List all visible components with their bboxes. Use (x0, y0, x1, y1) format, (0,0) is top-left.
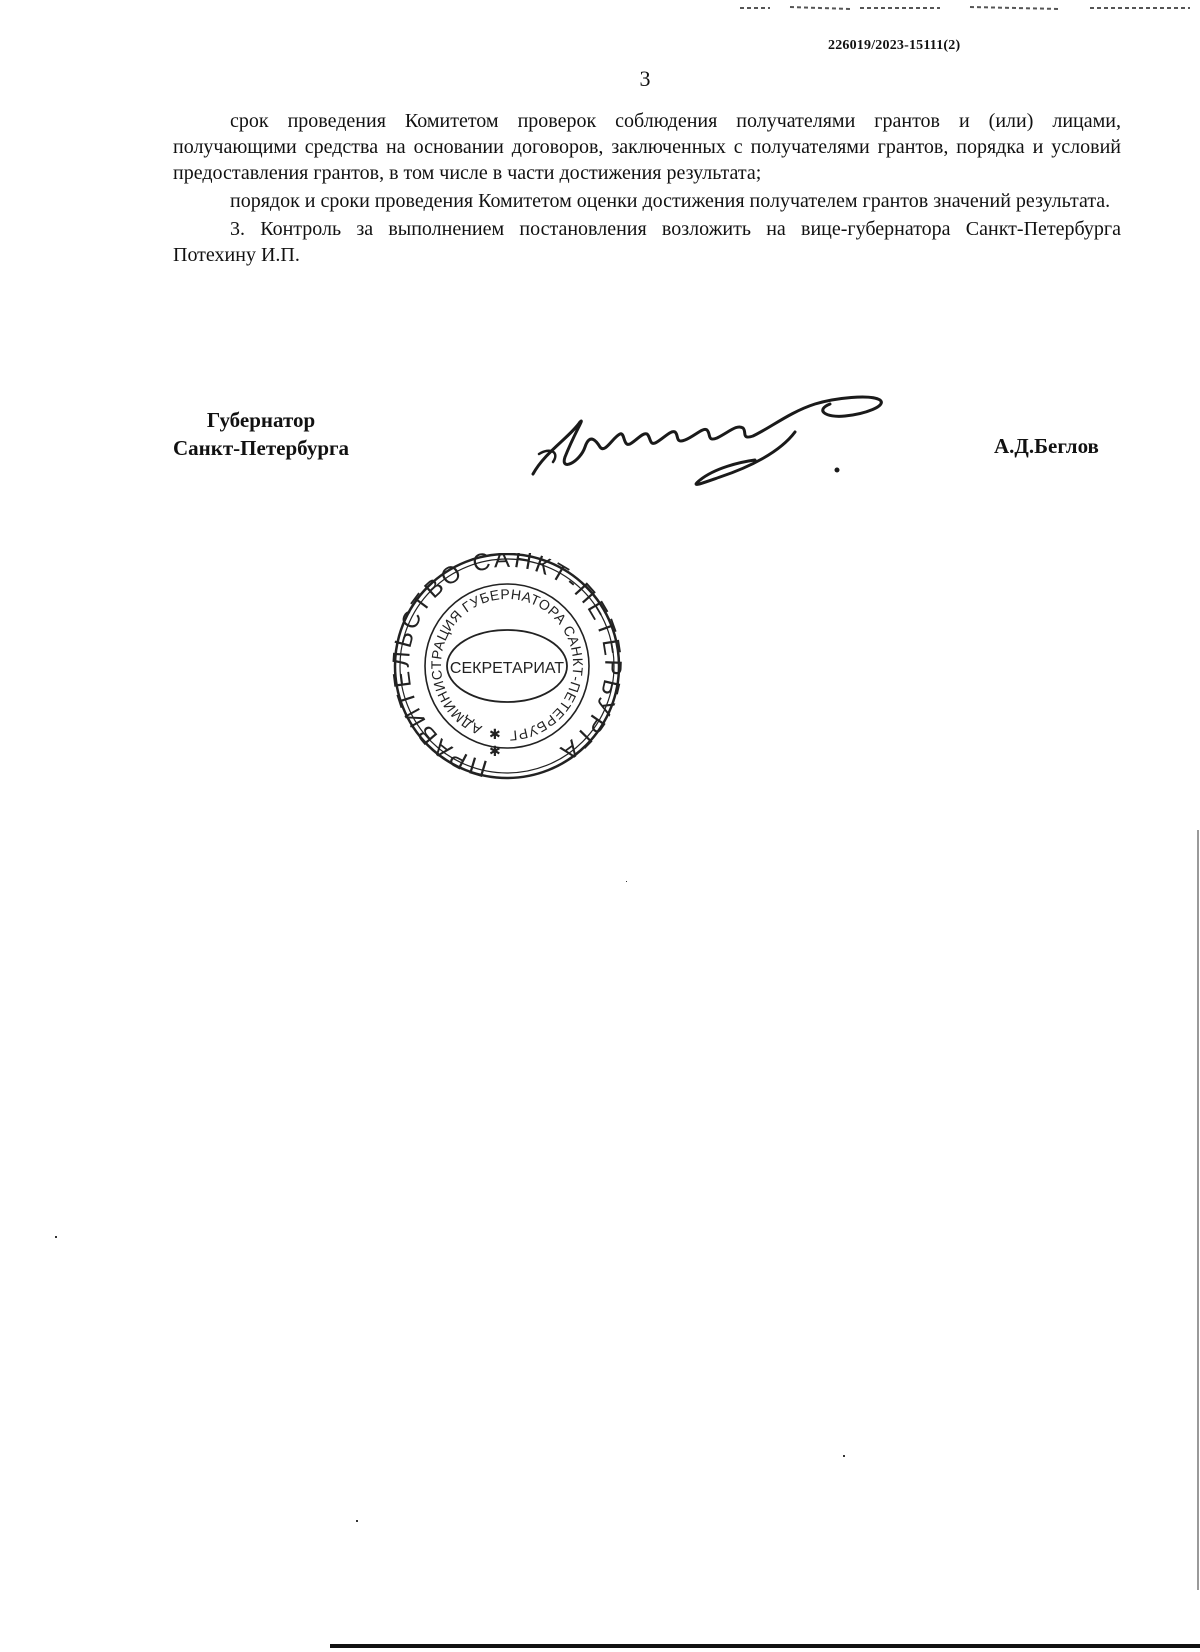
seal-center-text: СЕКРЕТАРИАТ (449, 660, 565, 677)
paragraph: срок проведения Комитетом проверок соблюдения получателями грантов и (или) лицами, получающими средства на основании договоров, заключенных с получателями грантов, порядка и условий предоставления грантов, в том числе в части достижения результата; (173, 110, 1121, 184)
signatory-title-line1: Губернатор (206, 408, 316, 432)
paragraph: 3. Контроль за выполнением постановления возложить на вице-губернатора Санкт-Петербурга Потехину И.П. (173, 218, 1121, 266)
scan-speck (55, 1236, 57, 1238)
seal-outer-text: ПРАВИТЕЛЬСТВО САНКТ-ПЕТЕРБУРГА (389, 553, 625, 782)
official-seal (389, 553, 625, 783)
paragraph: порядок и сроки проведения Комитетом оценки достижения получателем грантов значений результата. (230, 190, 1111, 212)
page-number: 3 (639, 66, 651, 91)
star-icon: ✱ (489, 726, 501, 742)
scan-artifact-right (1197, 830, 1199, 1590)
handwritten-signature (525, 392, 905, 502)
signatory-name: А.Д.Беглов (994, 434, 1099, 458)
signatory-title-line2: Санкт-Петербурга (173, 436, 350, 460)
star-icon: ✱ (489, 743, 501, 759)
seal-inner-text: АДМИНИСТРАЦИЯ ГУБЕРНАТОРА САНКТ-ПЕТЕРБУРГ (428, 585, 587, 744)
document-number: 226019/2023-15111(2) (828, 38, 961, 53)
document-body (173, 108, 1121, 270)
scan-artifact-top (730, 0, 1200, 8)
scan-artifact-bottom (330, 1644, 1200, 1648)
signatory-title (173, 406, 349, 462)
scan-speck (843, 1455, 845, 1457)
scan-speck (626, 881, 627, 882)
scan-speck (356, 1520, 358, 1522)
